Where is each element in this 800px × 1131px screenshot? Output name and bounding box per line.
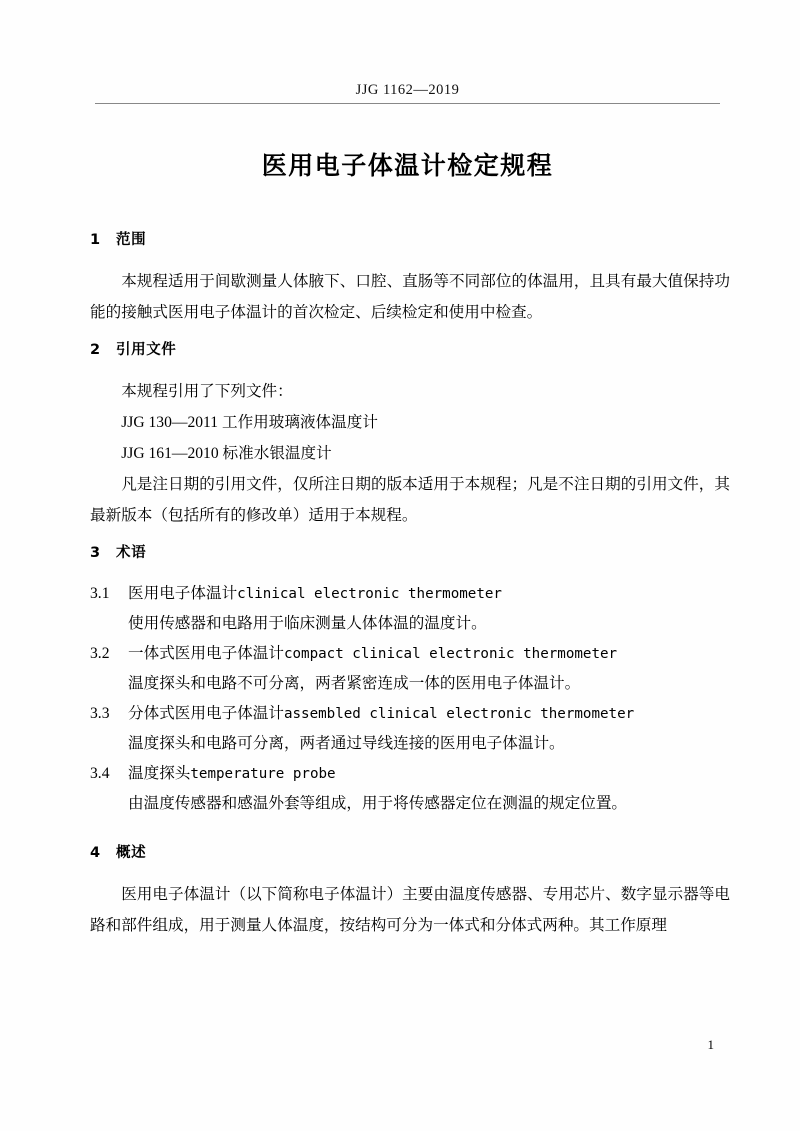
- section-2-closing: 凡是注日期的引用文件，仅所注日期的版本适用于本规程；凡是不注日期的引用文件，其最新版本（包括所有的修改单）适用于本规程。: [90, 476, 730, 524]
- section-heading-4: [90, 841, 730, 862]
- term-definition-3-2: 温度探头和电路不可分离，两者紧密连成一体的医用电子体温计。: [128, 675, 581, 692]
- term-entry-3-3: [90, 699, 730, 729]
- section-2-intro: 本规程引用了下列文件：: [121, 383, 293, 400]
- section-heading-2: [90, 338, 730, 359]
- reference-item-2: JJG 161—2010 标准水银温度计: [121, 445, 332, 462]
- term-name-zh-3-2: 一体式医用电子体温计: [128, 645, 284, 662]
- page-header: JJG 1162—2019: [355, 82, 460, 98]
- term-name-en-3-1: clinical electronic thermometer: [237, 586, 502, 602]
- reference-item-1: JJG 130—2011 工作用玻璃液体温度计: [121, 414, 378, 431]
- term-name-zh-3-3: 分体式医用电子体温计: [128, 705, 284, 722]
- term-definition-3-3: 温度探头和电路可分离，两者通过导线连接的医用电子体温计。: [128, 735, 565, 752]
- term-number-3-1: 3.1: [90, 585, 110, 602]
- section-title-2: 引用文件: [116, 342, 177, 358]
- section-title-4: 概述: [116, 845, 147, 861]
- section-heading-1: [90, 228, 730, 249]
- document-body: [90, 228, 730, 941]
- section-number-4: 4: [90, 845, 101, 861]
- term-name-zh-3-4: 温度探头: [128, 765, 191, 782]
- term-entry-3-1: [90, 579, 730, 609]
- section-4-paragraph: 医用电子体温计（以下简称电子体温计）主要由温度传感器、专用芯片、数字显示器等电路和部件组成，用于测量人体温度，按结构可分为一体式和分体式两种。其工作原理: [90, 886, 730, 934]
- term-name-en-3-3: assembled clinical electronic thermometer: [283, 706, 635, 722]
- section-number-1: 1: [90, 232, 101, 248]
- term-number-3-3: 3.3: [90, 705, 110, 722]
- section-number-2: 2: [90, 342, 101, 358]
- term-name-en-3-2: compact clinical electronic thermometer: [283, 646, 618, 662]
- section-number-3: 3: [90, 545, 101, 561]
- section-1-paragraph: 本规程适用于间歇测量人体腋下、口腔、直肠等不同部位的体温用，且具有最大值保持功能的接触式医用电子体温计的首次检定、后续检定和使用中检查。: [90, 273, 730, 321]
- section-heading-3: [90, 541, 730, 562]
- term-definition-3-4: 由温度传感器和感温外套等组成，用于将传感器定位在测温的规定位置。: [128, 795, 628, 812]
- section-title-3: 术语: [116, 545, 147, 561]
- header-divider: [95, 103, 720, 104]
- section-title-1: 范围: [116, 232, 147, 248]
- term-entry-3-2: [90, 639, 730, 669]
- page-number: 1: [707, 1037, 714, 1052]
- term-number-3-2: 3.2: [90, 645, 110, 662]
- term-name-zh-3-1: 医用电子体温计: [128, 585, 238, 602]
- page-title: 医用电子体温计检定规程: [261, 151, 554, 180]
- term-entry-3-4: [90, 759, 730, 789]
- term-definition-3-1: 使用传感器和电路用于临床测量人体体温的温度计。: [128, 615, 487, 632]
- term-number-3-4: 3.4: [90, 765, 110, 782]
- term-name-en-3-4: temperature probe: [190, 766, 336, 782]
